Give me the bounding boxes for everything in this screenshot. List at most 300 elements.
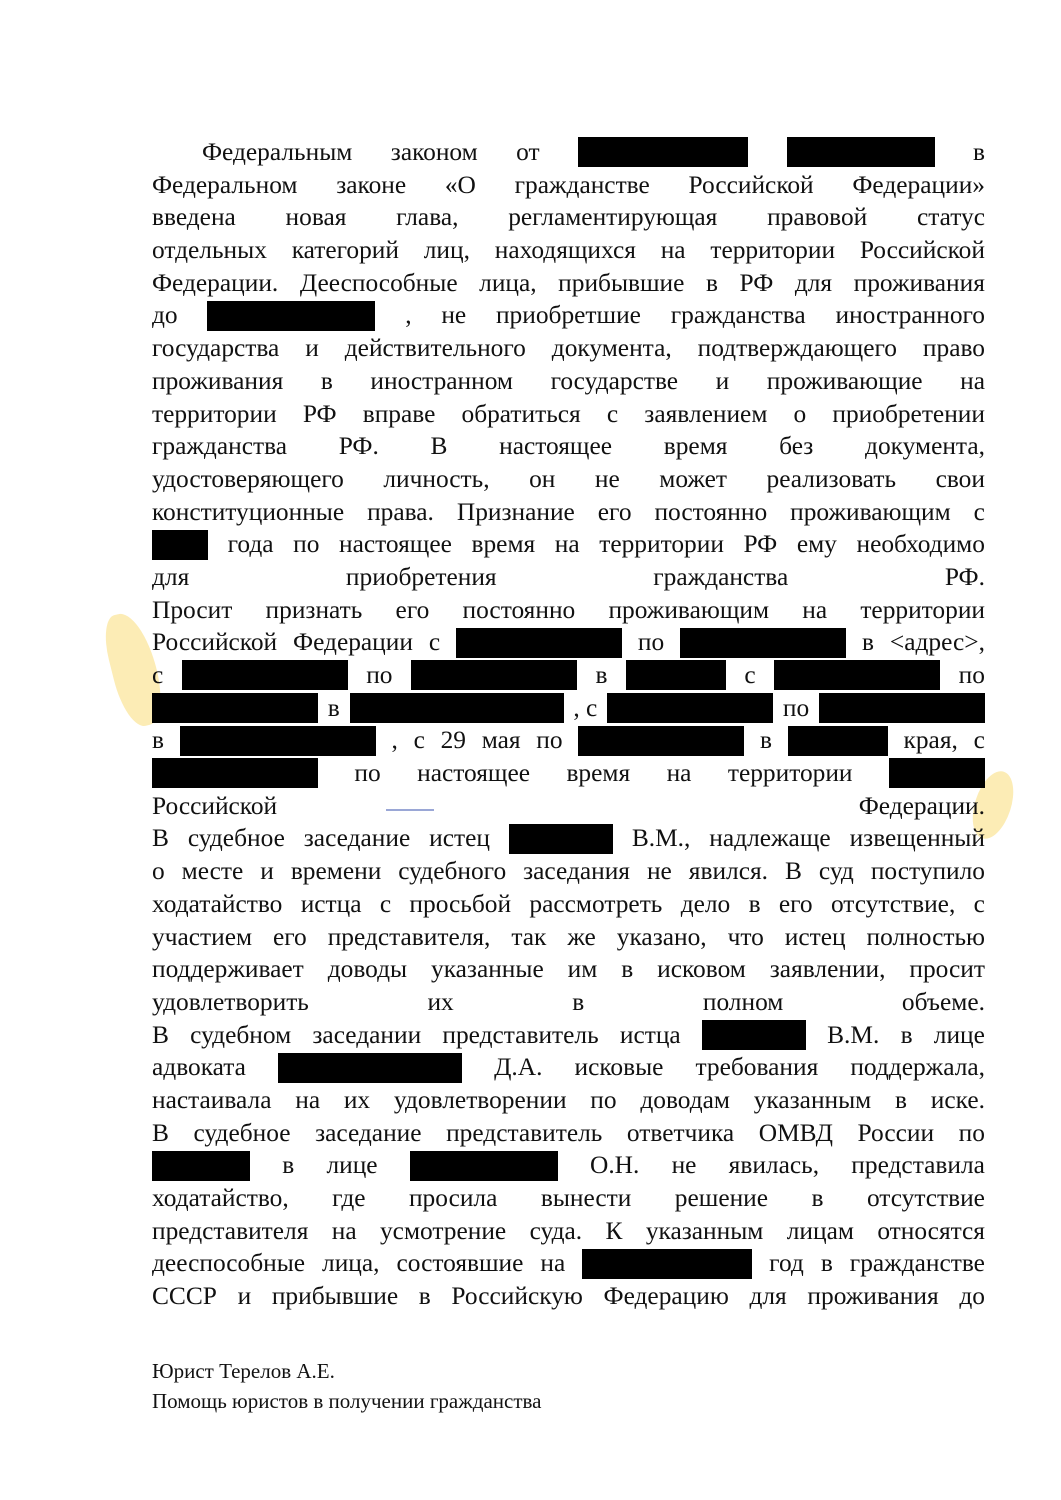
text-line: [152, 299, 985, 332]
text-line: [152, 953, 985, 986]
text-word: проживания: [807, 1282, 939, 1311]
text-word: им: [567, 955, 598, 984]
text-word: представителя,: [327, 922, 491, 951]
text-word: <адрес>,: [889, 628, 985, 657]
redaction-bar: [182, 660, 348, 690]
text-word: Российской: [688, 170, 814, 199]
text-line: [152, 822, 985, 855]
text-word: просит: [909, 955, 985, 984]
text-word: территории: [599, 530, 724, 559]
text-word: на: [295, 1085, 321, 1114]
text-word: исковые: [574, 1053, 664, 1082]
text-word: указанные: [431, 955, 544, 984]
text-word: на: [540, 1249, 566, 1278]
text-line: [152, 888, 985, 921]
text-word: Федерации.: [152, 268, 279, 297]
text-word: приобретении: [832, 399, 985, 428]
text-word: объеме.: [901, 987, 985, 1016]
redaction-bar: [278, 1053, 462, 1083]
redaction-bar: [680, 628, 846, 658]
text-word: его: [272, 922, 307, 951]
text-line: [152, 1084, 985, 1117]
text-word: России: [857, 1118, 935, 1147]
text-word: регламентирующая: [508, 203, 718, 232]
text-line: [152, 1247, 985, 1280]
text-word: истца: [619, 1020, 681, 1049]
text-word: до: [152, 301, 178, 330]
text-word: Просит: [152, 595, 233, 624]
text-word: территории: [710, 236, 836, 265]
text-line: [152, 594, 985, 627]
text-word: приобретения: [345, 562, 497, 591]
text-word: государства: [152, 334, 280, 363]
text-word: ходатайство,: [152, 1184, 289, 1212]
text-word: по: [354, 759, 381, 788]
text-word: иске.: [930, 1085, 985, 1114]
text-word: права.: [367, 497, 434, 526]
text-word: судебное: [187, 824, 285, 853]
text-word: лица,: [479, 268, 537, 297]
text-word: ,: [405, 301, 412, 330]
text-line: [152, 1117, 985, 1150]
text-word: Федерации»: [852, 170, 985, 199]
text-word: подтверждающего: [697, 334, 897, 363]
text-word: не: [671, 1151, 697, 1180]
text-word: постоянно: [654, 497, 768, 526]
text-word: по: [590, 1085, 617, 1114]
text-word: указанным: [753, 1085, 872, 1114]
text-word: адвоката: [152, 1053, 246, 1082]
text-word: в: [327, 693, 340, 722]
text-word: края,: [903, 726, 958, 755]
text-word: личность,: [383, 464, 490, 493]
text-word: настоящее: [499, 432, 613, 461]
text-line: [152, 398, 985, 431]
text-word: РФ: [743, 530, 778, 559]
text-word: по: [293, 530, 320, 559]
text-word: для: [749, 1282, 787, 1311]
text-word: по: [782, 693, 810, 722]
text-word: необходимо: [856, 530, 985, 559]
text-word: по: [637, 628, 665, 657]
text-word: исковом: [657, 955, 746, 984]
text-word: лица,: [322, 1249, 380, 1278]
redaction-bar: [582, 1249, 752, 1279]
document-footer: [152, 1356, 541, 1416]
text-word: в: [152, 726, 164, 755]
text-word: ОМВД: [758, 1118, 833, 1147]
text-word: проживающим: [608, 595, 770, 624]
text-word: представитель: [446, 1118, 603, 1147]
text-line: [152, 463, 985, 496]
text-word: месте: [181, 857, 244, 886]
text-word: признать: [265, 595, 363, 624]
text-word: на: [960, 366, 985, 395]
text-word: год: [769, 1249, 804, 1278]
text-word: он: [529, 464, 556, 493]
text-word: введена: [152, 203, 236, 232]
text-word: время: [471, 530, 536, 559]
text-word: не: [441, 301, 467, 330]
text-word: отсутствие,: [830, 889, 956, 918]
text-word: для: [794, 268, 833, 297]
text-line: [152, 855, 985, 888]
text-word: законе: [336, 170, 407, 199]
text-word: о: [152, 857, 165, 886]
text-word: РФ: [302, 399, 337, 428]
text-word: свои: [935, 464, 985, 493]
text-word: РФ: [739, 268, 774, 297]
text-word: В.М.,: [631, 824, 691, 853]
text-word: гражданства: [653, 562, 789, 591]
text-line: [152, 724, 985, 757]
text-word: 29: [440, 726, 466, 755]
text-word: в: [900, 1020, 913, 1049]
text-word: с: [973, 889, 985, 918]
text-word: правовой: [767, 203, 868, 232]
text-word: на: [660, 236, 686, 265]
text-word: «О: [444, 170, 476, 199]
text-line: [152, 1019, 985, 1052]
text-word: Российской: [152, 628, 278, 657]
text-word: заявлении,: [769, 955, 886, 984]
text-line: [152, 201, 985, 234]
text-word: время: [566, 759, 631, 788]
redaction-bar: [152, 758, 318, 788]
text-word: в: [282, 1151, 295, 1180]
text-word: вправе: [362, 399, 436, 428]
text-word: до: [959, 1282, 985, 1311]
text-word: его: [395, 595, 430, 624]
text-word: указано,: [616, 922, 707, 951]
text-word: настоящее: [417, 759, 531, 788]
text-line: [152, 757, 985, 790]
redaction-bar: [410, 1151, 558, 1181]
text-word: участием: [152, 922, 253, 951]
text-word: с: [973, 497, 985, 526]
text-word: территории: [860, 595, 985, 624]
redaction-bar: [626, 660, 726, 690]
text-word: обратиться: [461, 399, 581, 428]
text-line: [152, 1215, 985, 1248]
text-word: постоянно: [462, 595, 576, 624]
text-word: его: [597, 497, 632, 526]
text-word: доводам: [640, 1085, 730, 1114]
text-word: состоявшие: [396, 1249, 524, 1278]
text-word: заседание: [315, 1118, 422, 1147]
text-word: судебное: [193, 1118, 291, 1147]
text-word: где: [332, 1184, 366, 1212]
text-word: истец: [429, 824, 490, 853]
redaction-bar: [152, 530, 208, 560]
redaction-bar: [350, 693, 564, 723]
text-word: лице: [933, 1020, 985, 1049]
text-word: на: [802, 595, 828, 624]
text-word: и: [305, 334, 319, 363]
text-word: гражданства: [670, 301, 806, 330]
redaction-bar: [819, 693, 985, 723]
text-word: находящихся: [494, 236, 636, 265]
text-word: не: [646, 857, 672, 886]
text-line: [152, 659, 985, 692]
text-word: статус: [916, 203, 985, 232]
text-word: Федеральным: [202, 138, 353, 166]
text-word: его: [778, 889, 813, 918]
text-word: государстве: [550, 366, 679, 395]
text-word: с: [973, 726, 985, 755]
text-word: в: [820, 1249, 833, 1278]
text-word: прибывшие: [271, 1282, 399, 1311]
text-word: по: [958, 1118, 985, 1147]
text-word: по: [536, 726, 563, 755]
text-word: Российскую: [451, 1282, 583, 1311]
text-word: представителя: [152, 1216, 309, 1245]
text-word: проживающие: [766, 366, 923, 395]
text-word: в: [861, 628, 874, 657]
text-word: судебного: [398, 857, 507, 886]
footer-author: Юрист Терелов А.Е.: [152, 1359, 335, 1383]
text-line: [152, 136, 985, 169]
text-word: документа,: [551, 334, 672, 363]
text-line: [152, 332, 985, 365]
text-word: в: [418, 1282, 431, 1311]
text-word: полном: [702, 987, 784, 1016]
redaction-bar: [509, 824, 613, 854]
text-word: ответчика: [626, 1118, 735, 1147]
text-word: территории: [152, 399, 277, 428]
redaction-bar: [207, 301, 375, 331]
text-word: доводы: [327, 955, 408, 984]
text-word: суда.: [529, 1216, 583, 1245]
text-word: и: [715, 366, 730, 395]
text-word: отсутствие: [866, 1184, 985, 1212]
text-word: дело: [680, 889, 731, 918]
text-word: ходатайство: [152, 889, 283, 918]
redaction-bar: [774, 660, 940, 690]
text-word: истца: [300, 889, 362, 918]
text-word: усмотрение: [379, 1216, 507, 1245]
text-word: действительного: [344, 334, 526, 363]
text-word: судебном: [190, 1020, 292, 1049]
text-word: проживания: [152, 366, 284, 395]
text-word: ,: [391, 726, 398, 755]
text-word: по: [366, 661, 393, 689]
text-word: В.М.: [827, 1020, 880, 1049]
redaction-bar: [152, 1151, 250, 1181]
text-word: В: [152, 1020, 169, 1049]
text-word: поступило: [870, 857, 985, 886]
text-word: законом: [390, 138, 478, 166]
text-word: на: [331, 1216, 357, 1245]
text-word: времени: [290, 857, 382, 886]
text-word: с: [152, 661, 164, 689]
text-word: реализовать: [766, 464, 897, 493]
text-word: рассмотреть: [529, 889, 663, 918]
text-word: их: [343, 1085, 371, 1114]
text-word: прибывшие: [558, 268, 685, 297]
text-word: ему: [796, 530, 837, 559]
text-word: может: [659, 464, 728, 493]
text-word: удовлетворении: [393, 1085, 567, 1114]
text-word: указанным: [645, 1216, 764, 1245]
redaction-bar: [180, 726, 376, 756]
text-word: с: [606, 399, 619, 428]
text-word: для: [152, 562, 190, 591]
text-word: в: [320, 366, 333, 395]
text-word: заседание: [303, 824, 411, 853]
text-word: их: [427, 987, 454, 1016]
text-word: и: [237, 1282, 252, 1311]
text-word: РФ.: [944, 562, 985, 591]
text-word: документа,: [865, 432, 985, 461]
text-word: Федеральном: [152, 170, 298, 199]
text-line: [152, 169, 985, 202]
text-word: удостоверяющего: [152, 464, 344, 493]
text-line: [152, 528, 985, 561]
text-word: извещенный: [849, 824, 985, 853]
text-word: иностранного: [835, 301, 985, 330]
text-word: Признание: [456, 497, 575, 526]
redaction-bar: [411, 660, 577, 690]
text-word: решение: [674, 1184, 769, 1212]
text-word: от: [516, 138, 540, 166]
text-line: [152, 430, 985, 463]
text-line: [152, 1149, 985, 1182]
text-word: в: [705, 268, 718, 297]
text-word: Федерации.: [858, 791, 985, 820]
text-line: [152, 626, 985, 659]
text-word: не: [594, 464, 620, 493]
text-word: что: [727, 922, 764, 951]
text-word: с: [379, 889, 392, 918]
text-word: представила: [851, 1151, 985, 1180]
text-line: [152, 1051, 985, 1084]
text-word: удовлетворить: [152, 987, 309, 1016]
text-word: в: [748, 889, 761, 918]
text-word: проживающим: [790, 497, 951, 526]
text-word: надлежаще: [709, 824, 831, 853]
text-word: конституционные: [152, 497, 345, 526]
text-word: РФ.: [338, 432, 379, 461]
text-word: глава,: [396, 203, 459, 232]
text-word: заседании: [312, 1020, 422, 1049]
text-word: представитель: [442, 1020, 599, 1049]
text-word: Российской: [152, 791, 278, 820]
text-word: отдельных: [152, 236, 267, 265]
text-word: в: [572, 987, 585, 1016]
text-word: лице: [326, 1151, 378, 1180]
text-word: новая: [285, 203, 347, 232]
text-word: в: [895, 1085, 908, 1114]
text-word: суд: [818, 857, 854, 886]
text-word: В: [430, 432, 448, 461]
text-word: просила: [408, 1184, 498, 1212]
text-line: [152, 496, 985, 529]
text-line: [152, 1280, 985, 1313]
text-line: [152, 692, 985, 725]
text-word: по: [958, 661, 985, 689]
redaction-bar: [787, 137, 935, 167]
text-word: время: [663, 432, 728, 461]
text-word: настаивала: [152, 1085, 272, 1114]
text-word: Д.А.: [494, 1053, 543, 1082]
text-word: мая: [481, 726, 521, 755]
document-body-text: [152, 136, 985, 1313]
footer-tagline: Помощь юристов в получении гражданства: [152, 1389, 542, 1413]
text-word: в: [811, 1184, 824, 1212]
text-word: приобретшие: [495, 301, 641, 330]
text-word: гражданстве: [514, 170, 650, 199]
redaction-bar: [456, 628, 622, 658]
text-word: в: [973, 138, 985, 166]
text-line: [152, 921, 985, 954]
text-word: Дееспособные: [299, 268, 458, 297]
text-line: [152, 790, 985, 823]
text-line: [152, 267, 985, 300]
text-word: настоящее: [339, 530, 452, 559]
text-word: К: [605, 1216, 623, 1245]
redaction-bar: [788, 726, 888, 756]
text-word: В: [784, 857, 802, 886]
text-line: [152, 986, 985, 1019]
text-word: территории: [727, 759, 853, 788]
text-word: в: [621, 955, 634, 984]
text-word: лицам: [786, 1216, 854, 1245]
text-word: в: [595, 661, 608, 689]
text-word: требования: [695, 1053, 819, 1082]
text-line: [152, 561, 985, 594]
text-word: поддерживает: [152, 955, 304, 984]
text-word: заявлением: [644, 399, 768, 428]
text-word: гражданстве: [849, 1249, 985, 1278]
text-word: право: [922, 334, 985, 363]
text-word: же: [567, 922, 596, 951]
text-word: Российской: [859, 236, 985, 265]
text-word: относятся: [877, 1216, 985, 1245]
text-word: явился.: [688, 857, 769, 886]
redaction-bar: [607, 693, 773, 723]
text-word: на: [554, 530, 580, 559]
text-word: поддержала,: [850, 1053, 985, 1082]
text-word: так: [511, 922, 547, 951]
redaction-bar: [578, 726, 744, 756]
text-word: с: [744, 661, 756, 689]
text-word: категорий: [291, 236, 399, 265]
text-word: В: [152, 1118, 169, 1147]
redaction-bar: [578, 137, 748, 167]
text-word: проживания: [853, 268, 985, 297]
text-word: лиц,: [423, 236, 470, 265]
text-word: Федерацию: [603, 1282, 729, 1311]
text-word: дееспособные: [152, 1249, 306, 1278]
text-word: в: [760, 726, 773, 755]
text-word: с: [413, 726, 425, 755]
text-word: вынести: [540, 1184, 632, 1212]
text-word: без: [779, 432, 814, 461]
text-word: полностью: [866, 922, 985, 951]
text-line: [152, 234, 985, 267]
text-line: [152, 365, 985, 398]
text-word: явилась,: [728, 1151, 820, 1180]
text-word: просьбой: [409, 889, 512, 918]
text-word: СССР: [152, 1282, 217, 1311]
text-word: В: [152, 824, 169, 853]
redaction-bar: [889, 758, 985, 788]
text-word: О.Н.: [590, 1151, 640, 1180]
text-word: и: [260, 857, 274, 886]
text-word: с: [428, 628, 441, 657]
text-word: истец: [784, 922, 846, 951]
